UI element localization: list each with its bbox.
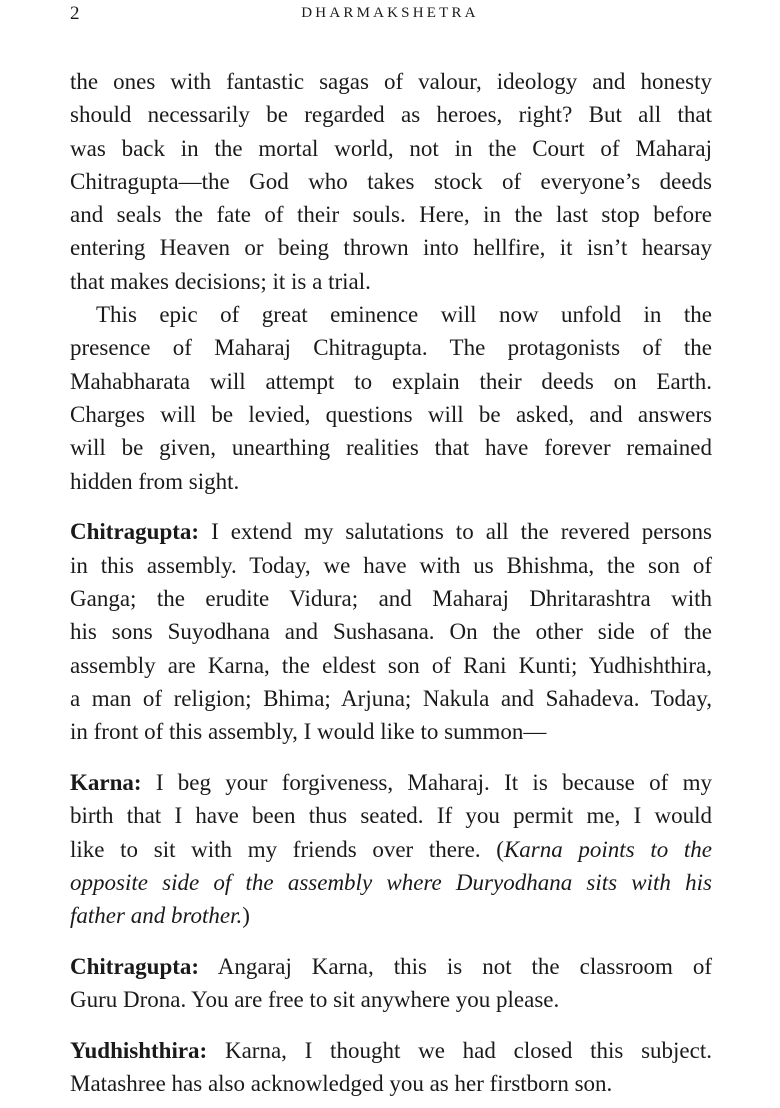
paragraph — [70, 65, 712, 298]
text-line — [70, 866, 712, 899]
text-line — [70, 431, 712, 464]
text-line — [70, 231, 712, 264]
text-line — [70, 515, 712, 548]
text-segment: Angaraj Karna, this is not the classroom of — [199, 953, 712, 979]
text-segment: Mahabharata will attempt to explain their deeds on Earth. — [70, 368, 712, 394]
text-segment: This epic of great eminence will now unfold in the — [96, 302, 712, 328]
text-segment: presence of Maharaj Chitragupta. The protagonists of the — [70, 335, 712, 361]
paragraph — [70, 298, 712, 498]
paragraph — [70, 950, 712, 1017]
text-segment: Chitragupta—the God who takes stock of everyone’s deeds — [70, 168, 712, 194]
text-line — [70, 132, 712, 165]
paragraph — [70, 515, 712, 748]
text-line — [70, 549, 712, 582]
text-segment: in front of this assembly, I would like to summon— — [70, 719, 547, 745]
text-segment: assembly are Karna, the eldest son of Rani Kunti; Yudhishthira, — [70, 652, 712, 678]
text-line — [70, 1034, 712, 1067]
stage-direction: father and brother. — [70, 903, 243, 929]
text-segment: I beg your forgiveness, Maharaj. It is because of my — [141, 769, 712, 795]
speaker-name: Yudhishthira: — [70, 1038, 208, 1064]
text-segment: will be given, unearthing realities that have forever remained — [70, 435, 712, 461]
text-line — [70, 465, 712, 498]
text-line — [70, 682, 712, 715]
text-segment: in this assembly. Today, we have with us Bhishma, the son of — [70, 552, 712, 578]
text-segment: was back in the mortal world, not in the Court of Maharaj — [70, 135, 712, 161]
text-segment: the ones with fantastic sagas of valour, ideology and honesty — [70, 69, 712, 94]
text-line — [70, 582, 712, 615]
page-number: 2 — [70, 3, 80, 24]
text-line — [70, 1067, 712, 1100]
text-segment: birth that I have been thus seated. If you permit me, I would — [70, 803, 712, 829]
text-line — [70, 950, 712, 983]
text-line — [70, 331, 712, 364]
text-line — [70, 398, 712, 431]
text-segment: Karna, I thought we had closed this subject. — [207, 1038, 712, 1064]
text-segment: should necessarily be regarded as heroes, right? But all that — [70, 102, 712, 128]
text-line — [70, 833, 712, 866]
text-segment: ) — [242, 903, 250, 929]
paragraph — [70, 1034, 712, 1101]
text-line — [70, 365, 712, 398]
text-segment: entering Heaven or being thrown into hellfire, it isn’t hearsay — [70, 235, 712, 261]
text-line — [70, 799, 712, 832]
text-line — [70, 983, 712, 1016]
text-line — [70, 165, 712, 198]
text-segment: his sons Suyodhana and Sushasana. On the other side of the — [70, 619, 712, 645]
text-segment: that makes decisions; it is a trial. — [70, 268, 371, 294]
speaker-name: Karna: — [70, 769, 142, 795]
stage-direction: Karna points to the — [503, 836, 712, 862]
text-line — [70, 298, 712, 331]
text-segment: Charges will be levied, questions will be asked, and answers — [70, 401, 712, 427]
text-segment: Matashree has also acknowledged you as her firstborn son. — [70, 1071, 613, 1097]
text-segment: hidden from sight. — [70, 468, 240, 494]
text-segment: and seals the fate of their souls. Here, in the last stop before — [70, 202, 712, 228]
paragraph — [70, 766, 712, 932]
speaker-name: Chitragupta: — [70, 519, 200, 545]
text-line — [70, 265, 712, 298]
text-segment: I extend my salutations to all the revered persons — [199, 519, 712, 545]
stage-direction: opposite side of the assembly where Duryodhana sits with his — [70, 869, 712, 895]
text-line — [70, 98, 712, 131]
text-line — [70, 899, 712, 932]
text-line — [70, 65, 712, 98]
text-line — [70, 715, 712, 748]
text-line — [70, 198, 712, 231]
text-segment: Guru Drona. You are free to sit anywhere you please. — [70, 987, 560, 1013]
speaker-name: Chitragupta: — [70, 953, 200, 979]
text-segment: Ganga; the erudite Vidura; and Maharaj Dhritarashtra with — [70, 585, 712, 611]
text-line — [70, 649, 712, 682]
page-body — [70, 65, 712, 1101]
text-line — [70, 766, 712, 799]
text-line — [70, 615, 712, 648]
text-segment: like to sit with my friends over there. ( — [70, 836, 504, 862]
text-segment: a man of religion; Bhima; Arjuna; Nakula and Sahadeva. Today, — [70, 685, 712, 711]
running-title: DHARMAKSHETRA — [301, 5, 479, 21]
